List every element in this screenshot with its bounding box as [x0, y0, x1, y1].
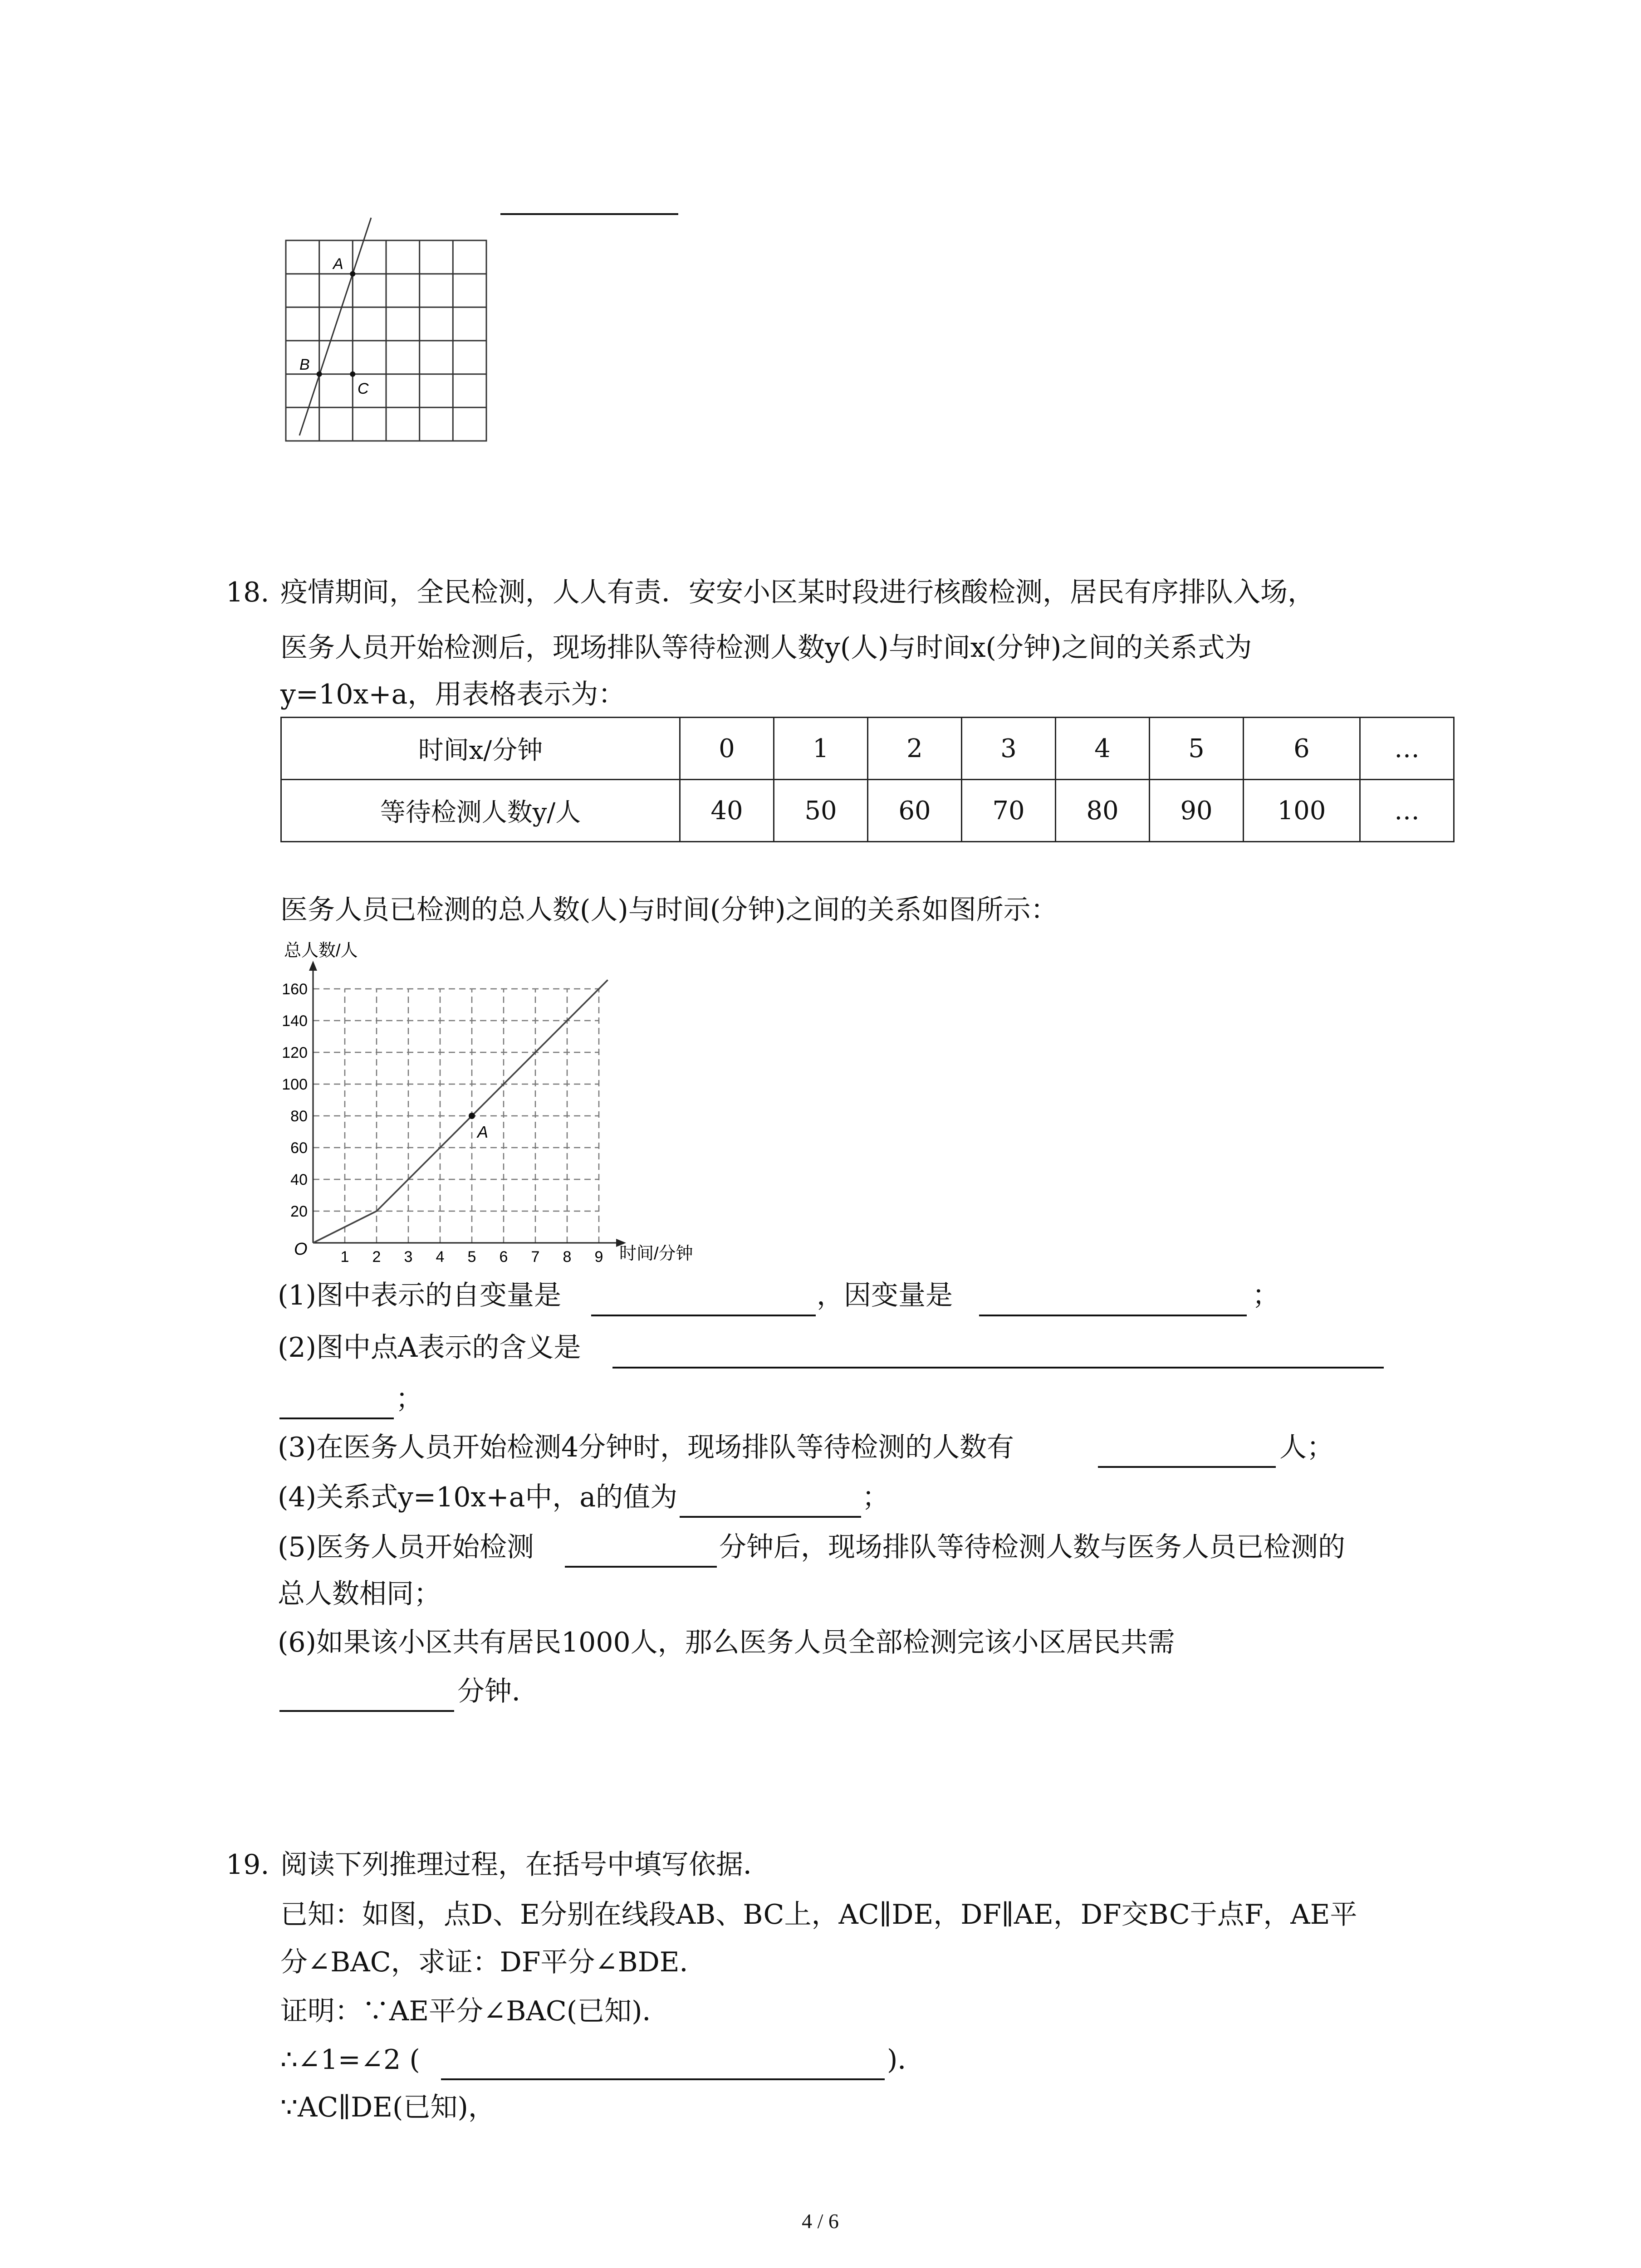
y-axis-arrow	[309, 961, 317, 971]
answer-blank[interactable]	[680, 1516, 861, 1518]
table-cell: 0	[680, 718, 774, 780]
sub6-text-a: (6)如果该小区共有居民1000人，那么医务人员全部检测完该小区居民共需	[278, 1627, 1175, 1658]
answer-blank[interactable]	[279, 1710, 454, 1712]
answer-blank[interactable]	[441, 2078, 885, 2080]
y-tick-label: 60	[290, 1139, 308, 1157]
table-cell: 50	[774, 780, 868, 842]
line-chart	[272, 934, 717, 1279]
table-cell: 4	[1056, 718, 1150, 780]
sub1-end: ；	[1252, 1280, 1279, 1311]
line-ab	[299, 218, 371, 435]
series-line	[313, 980, 608, 1243]
point-b	[317, 371, 322, 377]
y-axis-label: 总人数/人	[284, 941, 358, 960]
table-cell: 5	[1150, 718, 1244, 780]
value-table	[280, 717, 1455, 842]
sub3-text-b: 人；	[1279, 1432, 1334, 1463]
q19-line2: 已知：如图，点D、E分别在线段AB、BC上，AC∥DE，DF∥AE，DF交BC于点F，AE平	[280, 1899, 1357, 1931]
x-tick-label: 2	[372, 1248, 381, 1266]
answer-blank[interactable]	[279, 1418, 394, 1419]
y-tick-label: 120	[282, 1044, 308, 1061]
table-row	[281, 718, 1454, 780]
chart-series	[313, 980, 608, 1243]
answer-blank[interactable]	[1098, 1466, 1276, 1468]
sub4-text: (4)关系式y=10x+a中，a的值为	[278, 1481, 678, 1513]
grid-figure	[272, 209, 499, 454]
x-tick-label: 4	[436, 1248, 445, 1266]
answer-blank[interactable]	[500, 213, 678, 215]
q18-number: 18.	[226, 577, 269, 608]
table-cell: 70	[962, 780, 1056, 842]
q18-line3: y=10x+a，用表格表示为：	[280, 679, 626, 710]
table-cell: 3	[962, 718, 1056, 780]
sub6-text-b: 分钟．	[457, 1676, 539, 1707]
table-cell: …	[1360, 718, 1454, 780]
q18-line2: 医务人员开始检测后，现场排队等待检测人数y(人)与时间x(分钟)之间的关系式为	[280, 632, 1252, 664]
y-tick-label: 20	[290, 1203, 308, 1220]
table-cell: 80	[1056, 780, 1150, 842]
x-tick-label: 5	[467, 1248, 476, 1266]
table-cell: 60	[868, 780, 962, 842]
table-cell: 6	[1244, 718, 1360, 780]
q19-line1: 阅读下列推理过程，在括号中填写依据．	[280, 1849, 770, 1881]
chart-grid	[313, 989, 599, 1243]
chart-intro: 医务人员已检测的总人数(人)与时间(分钟)之间的关系如图所示：	[280, 894, 1058, 926]
label-a: A	[333, 255, 343, 273]
answer-blank[interactable]	[979, 1315, 1247, 1316]
sub2-end: ；	[396, 1383, 423, 1415]
q18-line1: 疫情期间，全民检测，人人有责．安安小区某时段进行核酸检测，居民有序排队入场，	[280, 577, 1315, 608]
x-axis-label: 时间/分钟	[619, 1244, 693, 1263]
table-cell: 1	[774, 718, 868, 780]
table-cell: 100	[1244, 780, 1360, 842]
label-c: C	[358, 380, 369, 397]
x-tick-label: 6	[499, 1248, 508, 1266]
chart-ticks	[282, 981, 603, 1266]
x-tick-label: 3	[404, 1248, 413, 1266]
x-tick-label: 9	[594, 1248, 603, 1266]
q19-number: 19.	[226, 1849, 269, 1881]
sub1-text-b: ，因变量是	[817, 1280, 953, 1311]
grid-lines	[286, 240, 486, 441]
q19-line5-a: ∴∠1=∠2 (	[280, 2044, 420, 2076]
q19-line3: 分∠BAC，求证：DF平分∠BDE．	[280, 1946, 707, 1978]
table-cell: …	[1360, 780, 1454, 842]
y-tick-label: 160	[282, 981, 308, 998]
answer-blank[interactable]	[612, 1367, 1384, 1369]
sub2-text: (2)图中点A表示的含义是	[278, 1332, 581, 1364]
y-tick-label: 100	[282, 1076, 308, 1093]
page-number: 4 / 6	[802, 2209, 839, 2233]
y-tick-label: 40	[290, 1171, 308, 1188]
x-tick-label: 8	[563, 1248, 572, 1266]
y-tick-label: 80	[290, 1108, 308, 1125]
table-cell: 2	[868, 718, 962, 780]
x-tick-label: 1	[340, 1248, 349, 1266]
table-cell: 40	[680, 780, 774, 842]
table-row	[281, 780, 1454, 842]
q19-line4: 证明：∵AE平分∠BAC(已知)．	[280, 1995, 670, 2027]
origin-label: O	[294, 1240, 308, 1259]
point-a	[350, 271, 355, 277]
sub5-text-b: 分钟后，现场排队等待检测人数与医务人员已检测的	[719, 1531, 1345, 1563]
point-a-label: A	[477, 1123, 489, 1141]
sub5-text-c: 总人数相同；	[278, 1578, 441, 1610]
answer-blank[interactable]	[565, 1566, 717, 1568]
label-b: B	[299, 356, 310, 373]
point-a	[469, 1113, 475, 1119]
sub5-text-a: (5)医务人员开始检测	[278, 1531, 534, 1563]
chart-axes	[309, 961, 626, 1247]
sub3-text-a: (3)在医务人员开始检测4分钟时，现场排队等待检测的人数有	[278, 1432, 1014, 1463]
q19-line6: ∵AC∥DE(已知)，	[280, 2092, 495, 2123]
table-row-header: 时间x/分钟	[281, 718, 680, 780]
point-c	[350, 371, 355, 377]
answer-blank[interactable]	[591, 1315, 816, 1316]
table-row-header: 等待检测人数y/人	[281, 780, 680, 842]
table-cell: 90	[1150, 780, 1244, 842]
sub1-text-a: (1)图中表示的自变量是	[278, 1280, 561, 1311]
x-tick-label: 7	[531, 1248, 540, 1266]
q19-line5-b: )．	[887, 2044, 925, 2076]
sub4-end: ；	[862, 1481, 889, 1513]
y-tick-label: 140	[282, 1012, 308, 1030]
